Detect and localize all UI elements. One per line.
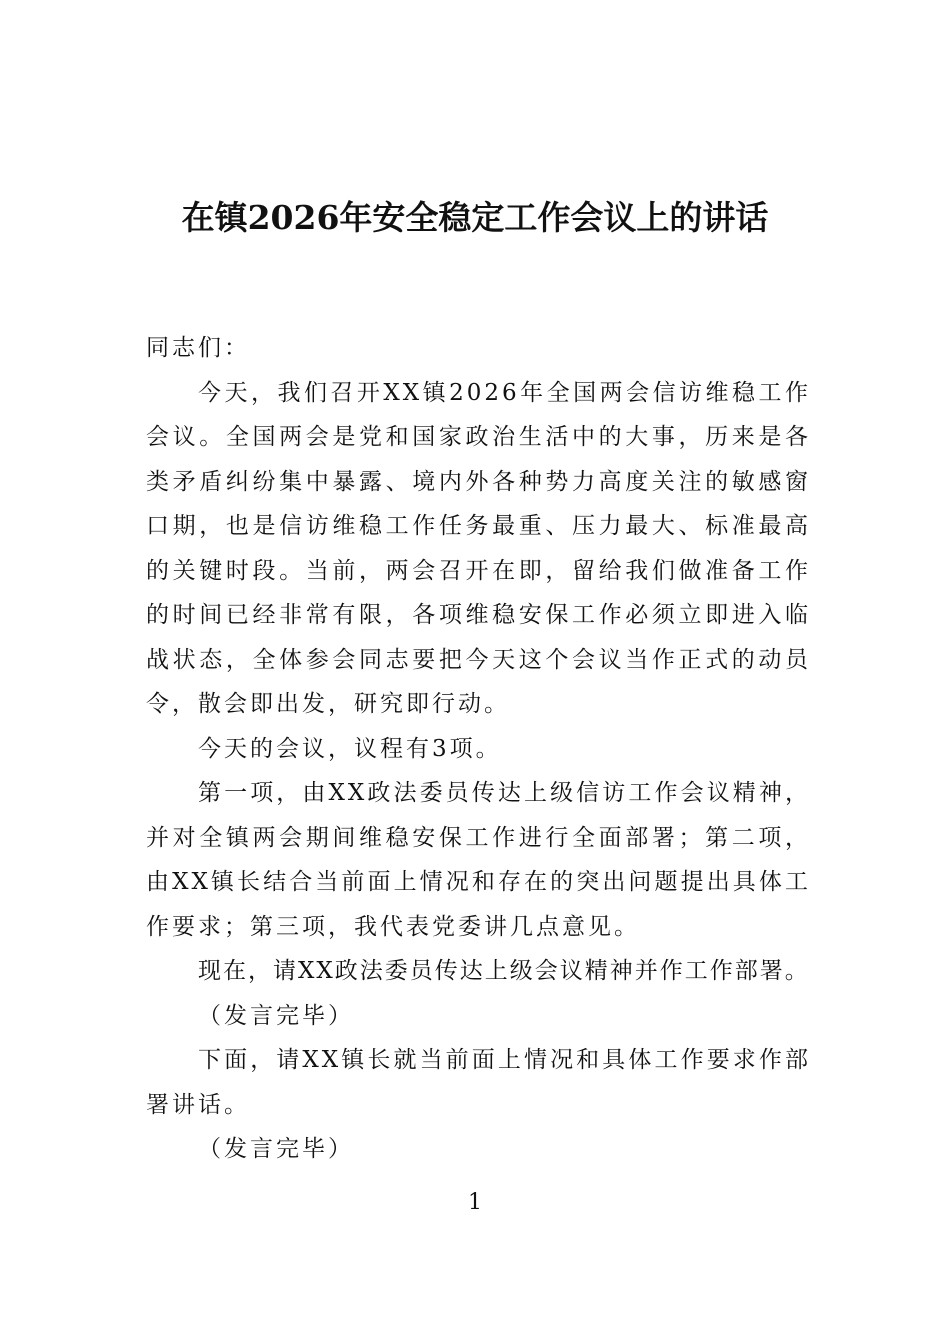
paragraph-speech-finished-2: （发言完毕）: [198, 1136, 354, 1162]
paragraph-second-speaker: 下面，请XX镇长就当前面上情况和具体工作要求作部署讲话。: [146, 1047, 811, 1118]
paragraph-opening: 今天，我们召开XX镇2026年全国两会信访维稳工作会议。全国两会是党和国家政治生活中的大事，历来是各类矛盾纠纷集中暴露、境内外各种势力高度关注的敏感窗口期，也是信访维稳工作任务最重、压力最大、标准最高的关键时段。当前，两会召开在即，留给我们做准备工作的时间已经非常有限，各项维稳安保工作必须立即进入临战状态，全体参会同志要把今天这个会议当作正式的动员令，散会即出发，研究即行动。: [146, 379, 811, 717]
paragraph-agenda-items: 第一项，由XX政法委员传达上级信访工作会议精神，并对全镇两会期间维稳安保工作进行全面部署；第二项，由XX镇长结合当前面上情况和存在的突出问题提出具体工作要求；第三项，我代表党委讲几点意见。: [146, 780, 811, 940]
paragraph-agenda-count: 今天的会议，议程有3项。: [198, 735, 502, 762]
page-number: 1: [468, 1190, 482, 1215]
document-body: [146, 326, 811, 1172]
paragraph-first-speaker: 现在，请XX政法委员传达上级会议精神并作工作部署。: [198, 958, 810, 984]
salutation: 同志们：: [146, 335, 250, 361]
paragraph-speech-finished-1: （发言完毕）: [198, 1002, 354, 1029]
document-title: 在镇2026年安全稳定工作会议上的讲话: [181, 198, 769, 237]
